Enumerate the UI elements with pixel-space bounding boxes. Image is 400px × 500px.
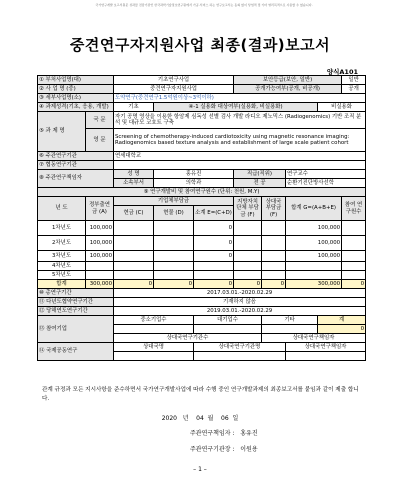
dept-label: ① 부처사업명(대) [38, 76, 114, 85]
this-period-label: ⑫ 당해연도연구기간 [38, 307, 114, 316]
funds-row: 5차년도 [38, 271, 366, 280]
director-signature-line: 주관연구기관장 : 이원용 [190, 446, 258, 453]
name-value: 홍유진 [154, 170, 234, 179]
korean-label: 국 문 [86, 112, 114, 129]
funds-label: ⑨ 연구개발비 및 참여연구원수 (단위: 천원, M.Y) [38, 188, 366, 197]
col-people: 참여 연구원수 [342, 197, 366, 221]
multi-period-value: 기재하지 않음 [114, 298, 366, 307]
report-title: 중견연구자지원사업 최종(결과)보고서 [69, 36, 331, 54]
page-number: – 1 – [193, 466, 207, 473]
public-value: 공개 [342, 85, 366, 94]
animal-value: 비실용화 [318, 103, 366, 112]
col-sub: 소계 E=(C+D) [194, 206, 234, 221]
col-other: 상대국 부담금 (F) [262, 197, 286, 221]
col-local: 지방자치 단체 부담금 (F) [234, 197, 262, 221]
sum-label: 계 [318, 316, 366, 325]
coop-value [114, 161, 366, 170]
funds-row: 3차년도 100,000 0 100,000 [38, 251, 366, 262]
funds-row: 1차년도 100,000 0 100,000 [38, 221, 366, 236]
detail-value: 도약연구(중견연구1.5억원이상~3억이하) [114, 94, 366, 103]
col-inkind: 현물 (D) [154, 206, 194, 221]
position-label: 직급(직위) [234, 170, 286, 179]
intl-label: ⑭ 국제공동연구 [38, 343, 114, 361]
funds-row: 4차년도 [38, 262, 366, 271]
detail-label: ③ 세부사업명(소) [38, 94, 114, 103]
host-label: ⑥ 주관연구기관 [38, 152, 114, 161]
security-value: 일반 [342, 76, 366, 85]
funds-sum-row: 합계 300,000 0 0 0 0 0 300,000 0 [38, 280, 366, 289]
security-label: 보안등급(보안, 일반) [234, 76, 342, 85]
total-period-label: ⑩ 총연구기간 [38, 289, 114, 298]
sum-value: 0 [318, 325, 366, 334]
funds-row: 2차년도 100,000 0 100,000 [38, 236, 366, 251]
report-form [37, 75, 365, 361]
copyright-notice: 국가연구개발 보고서원문 성과물 전담기관인 한국과학기술정보연구원에서 가공·서비스 하는 연구보고서는 동의 없이 상업적 및 기타 영리목적으로 사용할 수 없습니다. [95, 3, 313, 7]
col-cash: 현금 (C) [114, 206, 154, 221]
director-signature-name: 이원용 [240, 446, 258, 453]
form-id: 양식A101 [326, 68, 358, 76]
affil-label: 소속부서 [114, 179, 154, 188]
major-value: 순환기진단방사선학 [286, 179, 366, 188]
sme-label: 중소기업수 [114, 316, 194, 325]
intl-pi-label: 상대국연구책임자 [286, 343, 366, 352]
partner-orgs-label: 상대국연구기관수 [114, 334, 262, 343]
dept-value: 기초연구사업 [114, 76, 234, 85]
multi-period-label: ⑪ 다년도협약연구기간 [38, 298, 114, 307]
biz-label: ② 사 업 명 (중) [38, 85, 114, 94]
name-label: 성 명 [114, 170, 154, 179]
pi-label: ⑧ 주관연구책임자 [38, 170, 114, 188]
affil-value: 의학과 [154, 179, 234, 188]
pi-signature-name: 홍유진 [240, 430, 258, 437]
col-total: 합계 G=(A+B+E) [286, 197, 342, 221]
col-gov: 정부출연금 (A) [86, 197, 114, 221]
english-label: 영 문 [86, 129, 114, 152]
major-label: 전 공 [234, 179, 286, 188]
biz-value: 중견연구자지원사업 [114, 85, 234, 94]
intl-country-label: 상대국명 [114, 343, 194, 352]
english-title: Screening of chemotherapy-induced cardiotoxicity using magnetic resonance imaging: Radiogenomics based texture analysis and establishment of large scale patient cohort [114, 129, 366, 152]
summary-table [37, 75, 366, 361]
position-value: 연구교수 [286, 170, 366, 179]
participants-label: ⑬ 참여기업 [38, 316, 114, 343]
col-corp-group: 기업체부담금 [114, 197, 234, 206]
pi-signature-line: 주관연구책임자 : 홍유진 [190, 430, 258, 437]
total-period-value: 2017.03.01.-2020.02.29 [114, 289, 366, 298]
intl-org-label: 상대국연구기관명 [194, 343, 286, 352]
col-year: 년 도 [38, 197, 86, 221]
host-value: 연세대학교 [114, 152, 366, 161]
public-label: 공개가능여부(공개, 비공개) [234, 85, 342, 94]
etc-label: 기타 [262, 316, 318, 325]
nature-label: ④ 과제성격(기초, 응용, 개발) [38, 103, 114, 112]
coop-label: ⑦ 협동연구기관 [38, 161, 114, 170]
task-label: ⑤ 과 제 명 [38, 112, 86, 152]
animal-label: ④-1 실용화 대상여부(실용화, 비실용화) [154, 103, 318, 112]
submission-statement: 관계 규정과 모든 지시사항을 준수하면서 국가연구개발사업에 따라 수행 중인 연구개발과제의 최종보고서를 붙임과 같이 제출 합니다. [42, 387, 359, 402]
this-period-value: 2019.03.01.-2020.02.29 [114, 307, 366, 316]
partner-pi-label: 상대국연구책임자 [262, 334, 366, 343]
korean-title: 자기 공명 영상을 이용한 항암제 심독성 선별 검사 개발 라디오 제노믹스 (Radiogenomics) 기반 조직 분석 및 대규모 코호트 구축 [114, 112, 366, 129]
submission-date: 2020 년 04 월 06 일 [161, 415, 239, 422]
large-label: 대기업수 [194, 316, 262, 325]
nature-value: 기초 [114, 103, 154, 112]
